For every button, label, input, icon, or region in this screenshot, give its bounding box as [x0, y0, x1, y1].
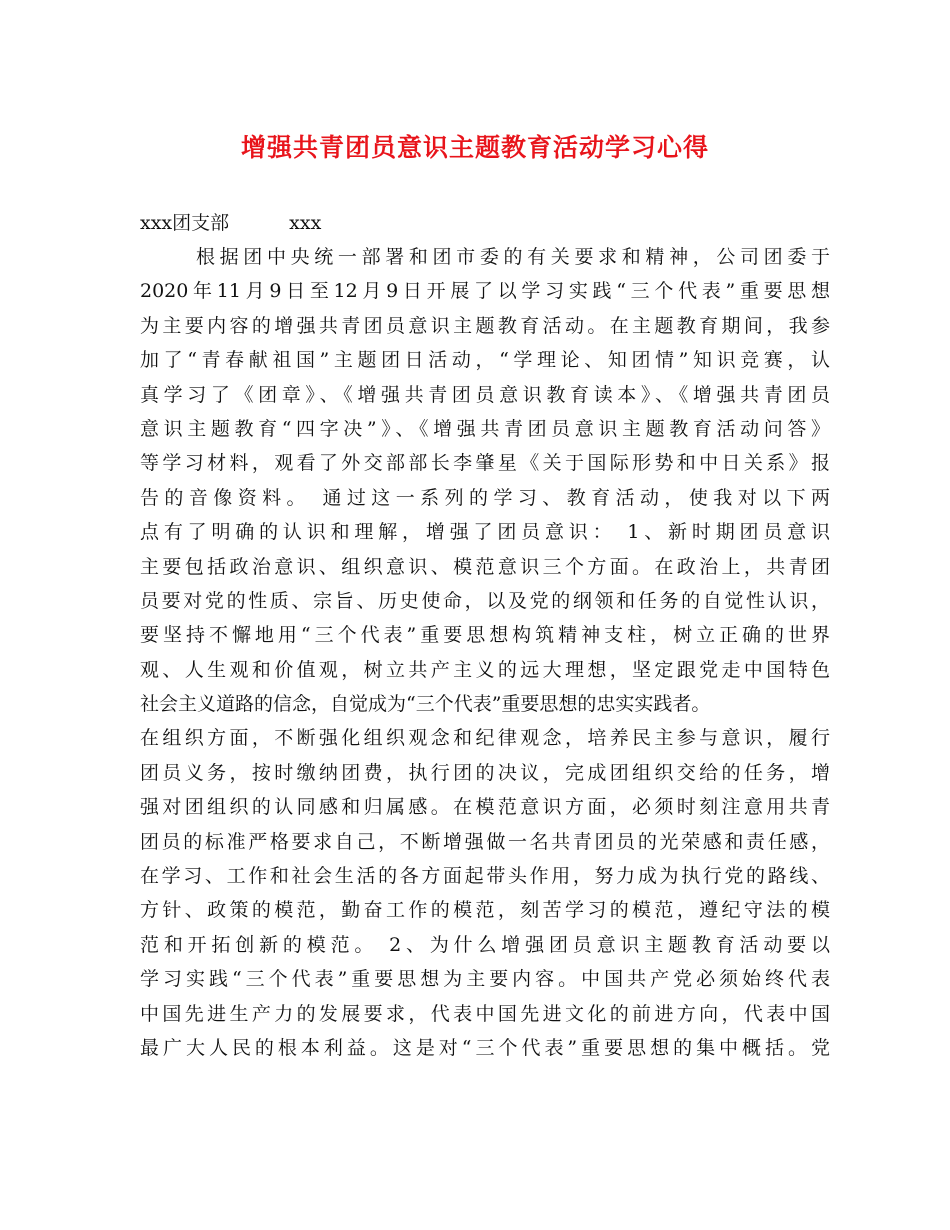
body-line: 中国先进生产力的发展要求，代表中国先进文化的前进方向，代表中国 [140, 1002, 830, 1025]
body-line: 学习实践“三个代表”重要思想为主要内容。中国共产党必须始终代表 [140, 968, 830, 991]
body-line: 在组织方面，不断强化组织观念和纪律观念，培养民主参与意识，履行 [140, 727, 830, 750]
body-line: 团员的标准严格要求自己，不断增强做一名共青团员的光荣感和责任感， [140, 830, 830, 853]
body-line: 员要对党的性质、宗旨、历史使命，以及党的纲领和任务的自觉性认识， [140, 589, 830, 612]
body-line: 为主要内容的增强共青团员意识主题教育活动。在主题教育期间，我参 [140, 314, 830, 337]
body-line: 真学习了《团章》、《增强共青团员意识教育读本》、《增强共青团员 [140, 383, 830, 406]
body-line: 主要包括政治意识、组织意识、模范意识三个方面。在政治上，共青团 [140, 555, 830, 578]
body-line: 意识主题教育“四字决”》、《增强共青团员意识主题教育活动问答》 [140, 417, 830, 440]
body-line: 根据团中央统一部署和团市委的有关要求和精神，公司团委于 [196, 246, 830, 268]
body-line: 等学习材料，观看了外交部部长李肇星《关于国际形势和中日关系》报 [140, 452, 830, 475]
body-line: 2020年11月9日至12月9日开展了以学习实践“三个代表”重要思想 [140, 280, 830, 303]
author-line [140, 206, 321, 240]
body-line: 最广大人民的根本利益。这是对“三个代表”重要思想的集中概括。党 [140, 1036, 830, 1059]
author-name: xxx [289, 212, 322, 234]
body-line: 强对团组织的认同感和归属感。在模范意识方面，必须时刻注意用共青 [140, 796, 830, 819]
body-line: 社会主义道路的信念，自觉成为“三个代表”重要思想的忠实实践者。 [140, 693, 711, 716]
body-text [140, 240, 830, 1065]
body-line: 方针、政策的模范，勤奋工作的模范，刻苦学习的模范，遵纪守法的模 [140, 899, 830, 922]
body-line: 点有了明确的认识和理解，增强了团员意识： 1、新时期团员意识 [140, 521, 830, 544]
body-line: 在学习、工作和社会生活的各方面起带头作用，努力成为执行党的路线、 [140, 865, 830, 888]
document-title: 增强共青团员意识主题教育活动学习心得 [240, 133, 709, 162]
author-org: xxx团支部 [140, 212, 230, 234]
body-line: 观、人生观和价值观，树立共产主义的远大理想，坚定跟党走中国特色 [140, 658, 830, 681]
body-line: 要坚持不懈地用“三个代表”重要思想构筑精神支柱，树立正确的世界 [140, 624, 830, 647]
body-line: 加了“青春献祖国”主题团日活动，“学理论、知团情”知识竞赛，认 [140, 349, 830, 372]
body-line: 团员义务，按时缴纳团费，执行团的决议，完成团组织交给的任务，增 [140, 761, 830, 784]
body-line: 告的音像资料。 通过这一系列的学习、教育活动，使我对以下两 [140, 486, 830, 509]
body-line: 范和开拓创新的模范。 2、为什么增强团员意识主题教育活动要以 [140, 933, 830, 956]
